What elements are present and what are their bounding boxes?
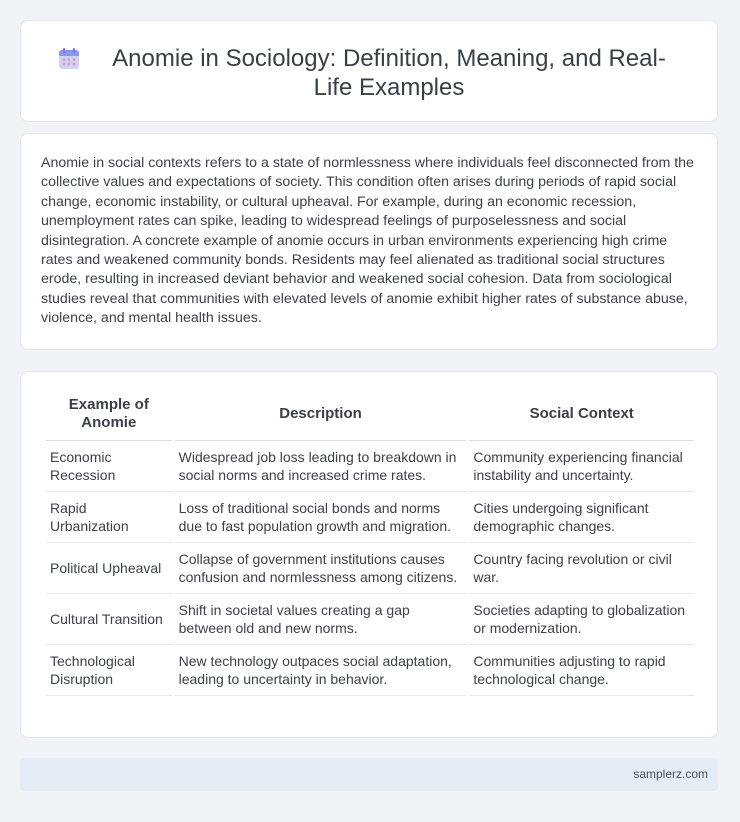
table-row bbox=[46, 492, 694, 543]
title-card bbox=[20, 20, 718, 122]
cell-social-context: Country facing revolution or civil war. bbox=[469, 543, 694, 594]
cell-description: Collapse of government institutions causes confusion and normlessness among citizens. bbox=[175, 543, 467, 594]
table-row bbox=[46, 645, 694, 696]
cell-description: New technology outpaces social adaptation, leading to uncertainty in behavior. bbox=[175, 645, 467, 696]
cell-example: Technological Disruption bbox=[46, 645, 172, 696]
cell-example: Political Upheaval bbox=[46, 543, 172, 594]
column-header-description: Description bbox=[175, 390, 467, 441]
cell-description: Loss of traditional social bonds and norms due to fast population growth and migration. bbox=[175, 492, 467, 543]
anomie-examples-table bbox=[43, 390, 697, 696]
table-row bbox=[46, 594, 694, 645]
page-title: Anomie in Sociology: Definition, Meaning, and Real-Life Examples bbox=[112, 45, 666, 101]
footer-site-link[interactable]: samplerz.com bbox=[633, 767, 708, 781]
column-header-example: Example of Anomie bbox=[46, 390, 172, 441]
cell-example: Cultural Transition bbox=[46, 594, 172, 645]
cell-social-context: Societies adapting to globalization or modernization. bbox=[469, 594, 694, 645]
cell-social-context: Community experiencing financial instability and uncertainty. bbox=[469, 441, 694, 492]
cell-social-context: Cities undergoing significant demographic changes. bbox=[469, 492, 694, 543]
intro-card bbox=[20, 133, 718, 350]
footer-bar bbox=[20, 758, 718, 791]
table-card bbox=[20, 371, 718, 738]
table-header-row bbox=[46, 390, 694, 441]
cell-description: Widespread job loss leading to breakdown in social norms and increased crime rates. bbox=[175, 441, 467, 492]
table-row bbox=[46, 543, 694, 594]
cell-social-context: Communities adjusting to rapid technological change. bbox=[469, 645, 694, 696]
column-header-social-context: Social Context bbox=[469, 390, 694, 441]
cell-description: Shift in societal values creating a gap between old and new norms. bbox=[175, 594, 467, 645]
cell-example: Economic Recession bbox=[46, 441, 172, 492]
table-row bbox=[46, 441, 694, 492]
intro-paragraph: Anomie in social contexts refers to a state of normlessness where individuals feel disconnected from the collective values and expectations of society. This condition often arises during periods of rapid social change, economic instability, or cultural upheaval. For example, during an economic recession, unemployment rates can spike, leading to widespread feelings of purposelessness and social disintegration. A concrete example of anomie occurs in urban environments experiencing high crime rates and weakened community bonds. Residents may feel alienated as traditional social structures erode, resulting in increased deviant behavior and weakened social cohesion. Data from sociological studies reveal that communities with elevated levels of anomie exhibit higher rates of substance abuse, violence, and mental health issues. bbox=[41, 155, 694, 327]
cell-example: Rapid Urbanization bbox=[46, 492, 172, 543]
